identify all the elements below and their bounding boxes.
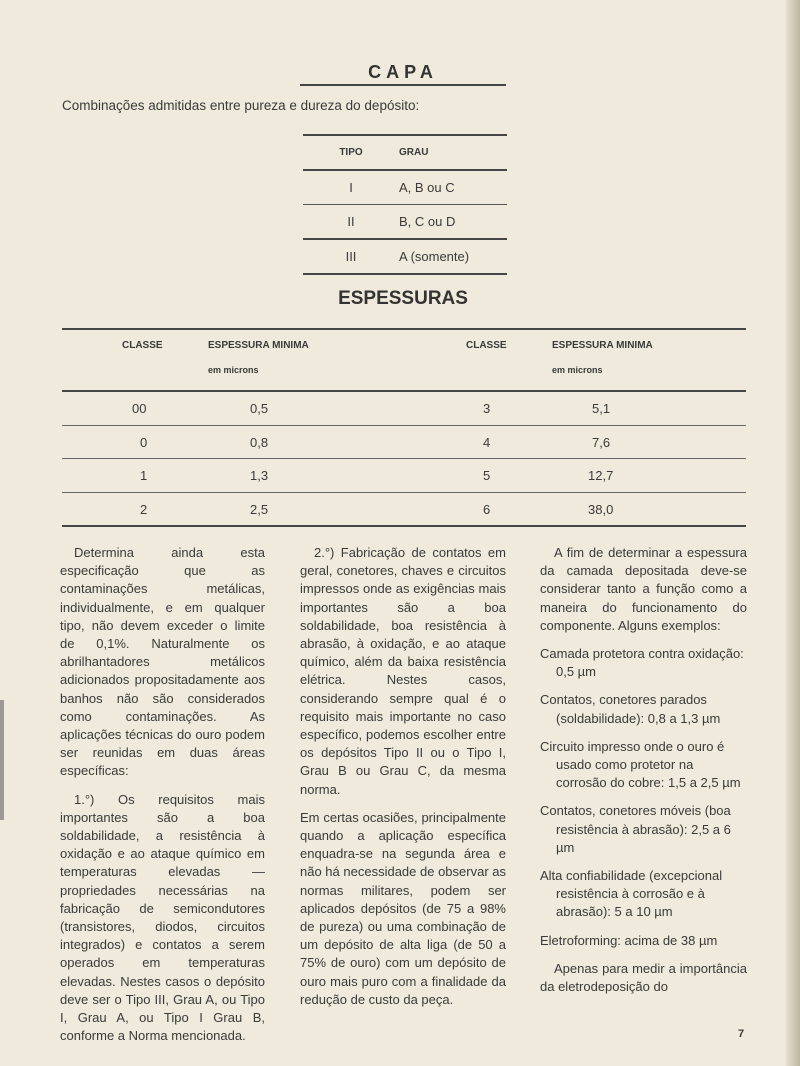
cell-classe: 0 — [140, 434, 148, 450]
list-item: Contatos, conetores móveis (boa resistência à abrasão): 2,5 a 6 µm — [540, 803, 731, 855]
list-item: Eletroforming: acima de 38 µm — [540, 932, 718, 948]
title-underline — [300, 84, 506, 86]
list-item: Circuito impresso onde o ouro é usado como protetor na corrosão do cobre: 1,5 a 2,5 µm — [540, 738, 741, 791]
cell-classe: 5 — [483, 468, 491, 483]
cell-tipo: III — [345, 249, 357, 264]
paragraph: Em certas ocasiões, principalmente quando a aplicação específica enquadra-se na segunda área e não há necessidade de observar as normas militares, podem ser aplicados depósitos (de 75 a 98% de pureza) ou uma combinação de um depósito de alta liga (de 50 a 75% de ouro) com um depósito de ouro mais puro com a finalidade da redução de custo da peça. — [300, 809, 506, 1007]
paragraph: Apenas para medir a importância da eletrodeposição do — [540, 960, 747, 995]
paragraph: A fim de determinar a espessura da camada depositada deve-se considerar tanto a função como a maneira do funcionamento do componente. Alguns exemplos: — [540, 545, 747, 633]
table-row — [62, 459, 746, 492]
header-classe-left: CLASSE — [122, 340, 163, 351]
paragraph: 2.°) Fabricação de contatos em geral, conetores, chaves e circuitos impressos onde as exigências mais importantes são a boa soldabilidade, boa resistência à abrasão, à oxidação, e ao ataque químico, além da baixa resistência elétrica. Nestes casos, considerando sempre qual é o requisito mais importante no caso específico, podemos escolher entre os depósitos Tipo II ou o Tipo I, Grau B ou Grau C, da mesma norma. — [300, 545, 506, 797]
espessuras-title: ESPESSURAS — [338, 288, 468, 309]
header-espessura-left: ESPESSURA MINIMA — [208, 340, 309, 351]
text-column-3 — [540, 544, 747, 1006]
cell-classe: 3 — [483, 401, 491, 416]
cell-espessura: 2,5 — [250, 501, 269, 517]
text-column-1 — [60, 544, 265, 1055]
tipo-grau-table — [303, 134, 507, 275]
cell-espessura: 0,8 — [250, 434, 269, 450]
header-grau: GRAU — [399, 147, 429, 158]
page-edge — [786, 0, 800, 1066]
cell-classe: 4 — [483, 434, 491, 450]
table-header — [303, 136, 507, 169]
table-row — [62, 493, 746, 526]
cell-classe: 6 — [483, 501, 491, 517]
cell-tipo: II — [347, 214, 355, 229]
cell-espessura: 0,5 — [250, 401, 269, 416]
cell-classe: 2 — [140, 501, 148, 517]
table-row — [62, 426, 746, 459]
cell-espessura: 12,7 — [588, 468, 614, 483]
list-item: Camada protetora contra oxidação: 0,5 µm — [540, 646, 744, 680]
cell-classe: 1 — [140, 468, 148, 483]
paragraph: 1.°) Os requisitos mais importantes são a boa soldabilidade, a resistência à oxidação e ao ataque químico em temperaturas elevadas — propriedades necessárias na fabricação de semicondutores (transistores, diodos, circuitos integrados) e contatos a serem operados em temperaturas elevadas. Nestes casos o depósito deve ser o Tipo III, Grau A, ou Tipo I, Grau A, ou Tipo I Grau B, conforme a Norma mencionada. — [60, 791, 265, 1044]
header-tipo: TIPO — [339, 147, 363, 158]
header-espessura-right: ESPESSURA MINIMA — [552, 340, 653, 351]
text-column-2 — [300, 544, 506, 1019]
page-number: 7 — [738, 1028, 745, 1040]
paragraph: Determina ainda esta especificação que as contaminações metálicas, individualmente, e em qualquer tipo, não devem exceder o limite de 0,1%. Naturalmente os abrilhantadores metálicos adicionados propositadamente aos banhos não são considerados como contaminações. As aplicações técnicas do ouro podem ser reunidas em duas áreas específicas: — [60, 545, 265, 779]
header-unit-right: em microns — [552, 365, 603, 375]
table-header — [62, 330, 746, 390]
capa-intro: Combinações admitidas entre pureza e dureza do depósito: — [62, 98, 420, 113]
header-classe-right: CLASSE — [466, 340, 507, 351]
page-edge-mark — [0, 700, 4, 820]
table-row — [303, 205, 507, 238]
cell-espessura: 1,3 — [250, 468, 269, 483]
cell-grau: A, B ou C — [399, 180, 455, 195]
cell-espessura: 38,0 — [588, 501, 614, 517]
cell-espessura: 5,1 — [592, 401, 611, 416]
cell-espessura: 7,6 — [592, 434, 611, 450]
cell-grau: A (somente) — [399, 249, 470, 264]
table-row — [62, 392, 746, 425]
list-item: Contatos, conetores parados (soldabilidade): 0,8 a 1,3 µm — [540, 692, 721, 726]
cell-tipo: I — [349, 180, 353, 195]
list-item: Alta confiabilidade (excepcional resistência à corrosão e à abrasão): 5 a 10 µm — [540, 868, 723, 920]
cell-grau: B, C ou D — [399, 214, 456, 229]
table-row — [303, 240, 507, 273]
cell-classe: 00 — [132, 401, 147, 416]
header-unit-left: em microns — [208, 365, 259, 375]
capa-title: CAPA — [368, 62, 438, 82]
espessuras-table — [62, 328, 746, 527]
table-row — [303, 171, 507, 204]
